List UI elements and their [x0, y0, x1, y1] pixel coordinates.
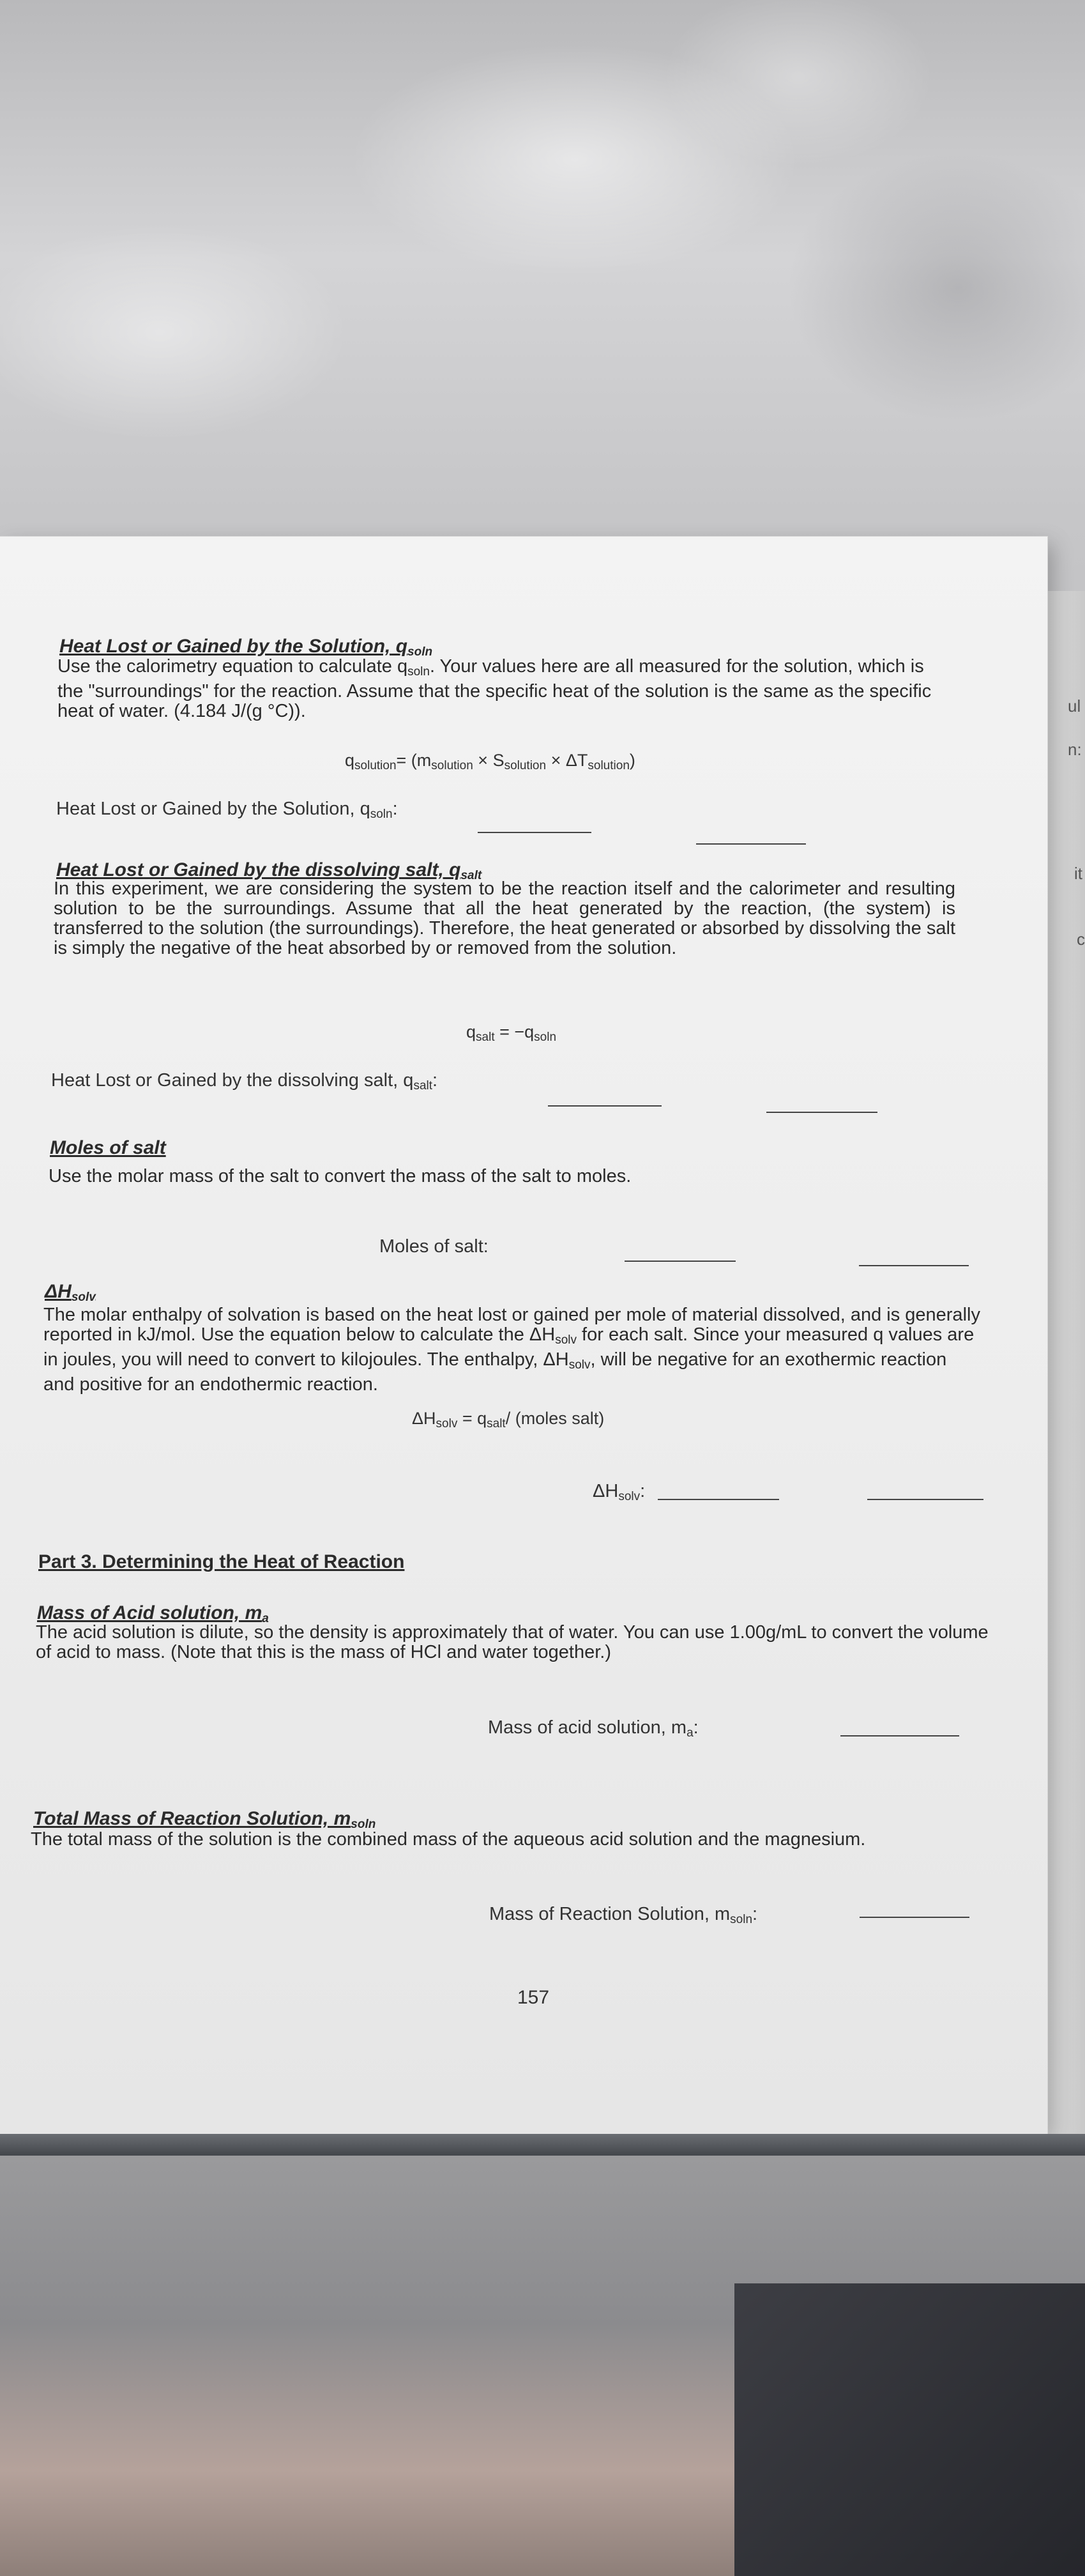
acid-mass-heading: Mass of Acid solution, $m_a$	[37, 1602, 269, 1625]
total-mass-heading: Total Mass of Reaction Solution, $m_{soln}$	[33, 1808, 376, 1831]
binder-edge	[0, 2134, 1085, 2156]
salt-heat-answer-label: Heat Lost or Gained by the dissolving salt, $q_{salt}$:	[51, 1070, 438, 1092]
blanket-background-top	[0, 0, 1085, 575]
margin-fragment: it	[1074, 864, 1082, 883]
moles-units-blank[interactable]	[859, 1265, 969, 1266]
moles-heading: Moles of salt	[50, 1137, 166, 1158]
total-mass-answer-label: Mass of Reaction Solution, $m_{soln}$:	[489, 1904, 758, 1926]
total-mass-answer-blank[interactable]	[860, 1917, 969, 1918]
acid-mass-answer-label: Mass of acid solution, $m_a$:	[488, 1717, 699, 1740]
salt-heat-answer-blank[interactable]	[548, 1105, 662, 1107]
salt-heat-formula: $q_{salt} = -q_{soln}$	[466, 1022, 557, 1044]
dhsolv-answer-label: $\Delta H_{solv}$:	[593, 1481, 646, 1503]
salt-heat-instructions: In this experiment, we are considering the system to be the reaction itself and the calorimeter and resulting solution to be the surroundings. Assume that all the heat generated by the reaction, (the system) is transferred to the solution (the surroundings). Therefore, the heat generated or absorbed by dissolving the salt is simply the negative of the heat absorbed by or removed from the solution.	[54, 878, 955, 958]
solution-heat-heading: Heat Lost or Gained by the Solution, $q_{soln}$	[59, 636, 433, 659]
moles-instructions: Use the molar mass of the salt to convert the mass of the salt to moles.	[49, 1166, 632, 1186]
dhsolv-answer-blank[interactable]	[658, 1499, 779, 1500]
dhsolv-units-blank[interactable]	[867, 1499, 983, 1500]
margin-fragment: c	[1077, 930, 1085, 949]
solution-heat-answer-label: Heat Lost or Gained by the Solution, $q_{soln}$:	[56, 799, 398, 821]
moles-answer-label: Moles of salt:	[379, 1236, 489, 1257]
solution-heat-answer-blank[interactable]	[478, 832, 591, 833]
salt-heat-heading: Heat Lost or Gained by the dissolving salt, $q_{salt}$	[56, 859, 482, 882]
blanket-background-bottom	[0, 2156, 1085, 2576]
dhsolv-heading: $\Delta H_{solv}$	[45, 1281, 96, 1304]
acid-mass-instructions: The acid solution is dilute, so the density is approximately that of water. You can use 1.00g/mL to convert the volume of acid to mass. (Note that this is the mass of HCl and water together.)	[36, 1622, 989, 1662]
part3-heading: Part 3. Determining the Heat of Reaction	[38, 1551, 405, 1572]
dhsolv-instructions: The molar enthalpy of solvation is based on the heat lost or gained per mole of material dissolved, and is generally reported in kJ/mol. Use the equation below to calculate the $\Delta H_{solv}$ for each salt. Since your measured q values are in joules, you will need to convert to kilojoules. The enthalpy, $\Delta H_{solv}$, will be negative for an exothermic reaction and positive for an endothermic reaction.	[43, 1305, 980, 1395]
dhsolv-formula: $\Delta H_{solv} = q_{salt}/$ (moles salt)	[412, 1409, 605, 1430]
margin-fragment: ul	[1068, 696, 1081, 716]
solution-heat-instructions: Use the calorimetry equation to calculate $q_{soln}$. Your values here are all measured for the solution, which is the "surroundings" for the reaction. Assume that the specific heat of the solution is the same as the specific heat of water. (4.184 J/(g °C)).	[57, 656, 932, 721]
moles-answer-blank[interactable]	[625, 1261, 736, 1262]
total-mass-instructions: The total mass of the solution is the combined mass of the aqueous acid solution and the magnesium.	[31, 1829, 866, 1850]
acid-mass-answer-blank[interactable]	[840, 1735, 959, 1736]
underlying-page-edge	[1041, 591, 1085, 2169]
salt-heat-units-blank[interactable]	[766, 1112, 877, 1113]
solution-heat-units-blank[interactable]	[696, 843, 806, 845]
page-number: 157	[517, 1987, 550, 2008]
dark-fabric	[734, 2283, 1085, 2576]
margin-fragment: n:	[1068, 740, 1082, 759]
solution-heat-formula: $q_{solution}= (m_{solution} \times S_{solution} \times \Delta T_{solution})$	[345, 751, 635, 772]
